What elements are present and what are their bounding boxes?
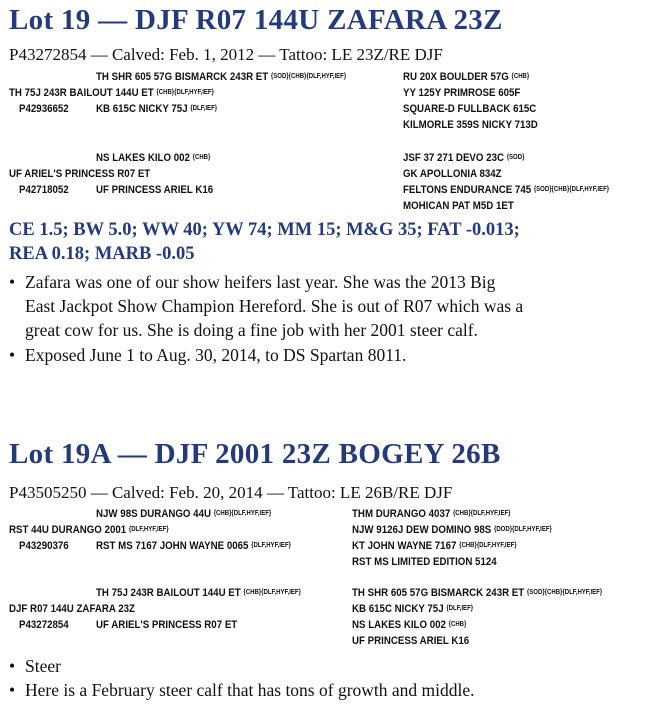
dam-dam-dam: MOHICAN PAT M5D 1ET (403, 200, 514, 212)
bullet-mark: • (9, 680, 16, 700)
bullet-mark: • (9, 345, 16, 365)
sire-sire-sire: THM DURANGO 4037 {CHB}{DLF,HYF,IEF} (352, 508, 511, 520)
sire-dam-dam: RST MS LIMITED EDITION 5124 (352, 556, 497, 568)
lot-19a-title: Lot 19A — DJF 2001 23Z BOGEY 26B (9, 438, 501, 470)
bullet-mark: • (9, 656, 16, 676)
sire: TH 75J 243R BAILOUT 144U ET {CHB}{DLF,HYF,IEF} (9, 87, 214, 99)
lot-19-registration-line: P43272854 — Calved: Feb. 1, 2012 — Tattoo: LE 23Z/RE DJF (9, 45, 443, 64)
sire-sire-dam: YY 125Y PRIMROSE 605F (403, 87, 521, 99)
sire-registration: P42936652 (19, 103, 69, 115)
dam-sire: TH 75J 243R BAILOUT 144U ET {CHB}{DLF,HYF,IEF} (96, 587, 301, 599)
dam-dam-sire: FELTONS ENDURANCE 745 {SOD}{CHB}{DLF,HYF,IEF} (403, 184, 610, 196)
dam-sire-dam: GK APOLLONIA 834Z (403, 168, 502, 180)
sire-sire: TH SHR 605 57G BISMARCK 243R ET {SOD}{CHB}{DLF,HYF,IEF} (96, 71, 347, 83)
sire-dam-dam: KILMORLE 359S NICKY 713D (403, 119, 538, 131)
dam-sire-sire: TH SHR 605 57G BISMARCK 243R ET {SOD}{CHB}{DLF,HYF,IEF} (352, 587, 603, 599)
sire-registration: P43290376 (19, 540, 69, 552)
lot-19-epd-line-2: REA 0.18; MARB -0.05 (9, 244, 195, 264)
sire-dam-sire: KT JOHN WAYNE 7167 {CHB}{DLF,HYF,IEF} (352, 540, 517, 552)
dam-dam: UF ARIEL'S PRINCESS R07 ET (96, 619, 238, 631)
lot-19-bullet-1: • Zafara was one of our show heifers last year. She was the 2013 Big (9, 272, 496, 292)
dam-dam: UF PRINCESS ARIEL K16 (96, 184, 214, 196)
sire-dam: RST MS 7167 JOHN WAYNE 0065 {DLF,HYF,IEF} (96, 540, 291, 552)
lot-19-bullet-1-cont-1: East Jackpot Show Champion Hereford. She is out of R07 which was a (25, 296, 524, 316)
dam-dam-dam: UF PRINCESS ARIEL K16 (352, 635, 470, 647)
sire-sire: NJW 98S DURANGO 44U {CHB}{DLF,HYF,IEF} (96, 508, 272, 520)
lot-19-bullet-1-cont-2: great cow for us. She is doing a fine job with her 2001 steer calf. (25, 320, 478, 340)
lot-19a-bullet-2: • Here is a February steer calf that has tons of growth and middle. (9, 680, 475, 700)
dam: DJF R07 144U ZAFARA 23Z (9, 603, 135, 615)
dam-sire-dam: KB 615C NICKY 75J {DLF,IEF} (352, 603, 474, 615)
dam: UF ARIEL'S PRINCESS R07 ET (9, 168, 151, 180)
sire-sire-sire: RU 20X BOULDER 57G {CHB} (403, 71, 530, 83)
dam-registration: P42718052 (19, 184, 69, 196)
lot-19a-registration-line: P43505250 — Calved: Feb. 20, 2014 — Tattoo: LE 26B/RE DJF (9, 483, 453, 502)
dam-registration: P43272854 (19, 619, 69, 631)
sire-dam-sire: SQUARE-D FULLBACK 615C (403, 103, 537, 115)
sire: RST 44U DURANGO 2001 {DLF,HYF,IEF} (9, 524, 169, 536)
sire-dam: KB 615C NICKY 75J {DLF,IEF} (96, 103, 218, 115)
dam-dam-sire: NS LAKES KILO 002 {CHB} (352, 619, 467, 631)
lot-19-epd-line-1: CE 1.5; BW 5.0; WW 40; YW 74; MM 15; M&G 35; FAT -0.013; (9, 220, 520, 240)
sire-sire-dam: NJW 9126J DEW DOMINO 98S {DOD}{DLF,HYF,IEF} (352, 524, 552, 536)
bullet-mark: • (9, 272, 16, 292)
dam-sire: NS LAKES KILO 002 {CHB} (96, 152, 211, 164)
lot-19-title: Lot 19 — DJF R07 144U ZAFARA 23Z (9, 4, 503, 36)
dam-sire-sire: JSF 37 271 DEVO 23C {SOD} (403, 152, 525, 164)
lot-19-bullet-2: • Exposed June 1 to Aug. 30, 2014, to DS Spartan 8011. (9, 345, 407, 365)
lot-19a-bullet-1: • Steer (9, 656, 61, 676)
